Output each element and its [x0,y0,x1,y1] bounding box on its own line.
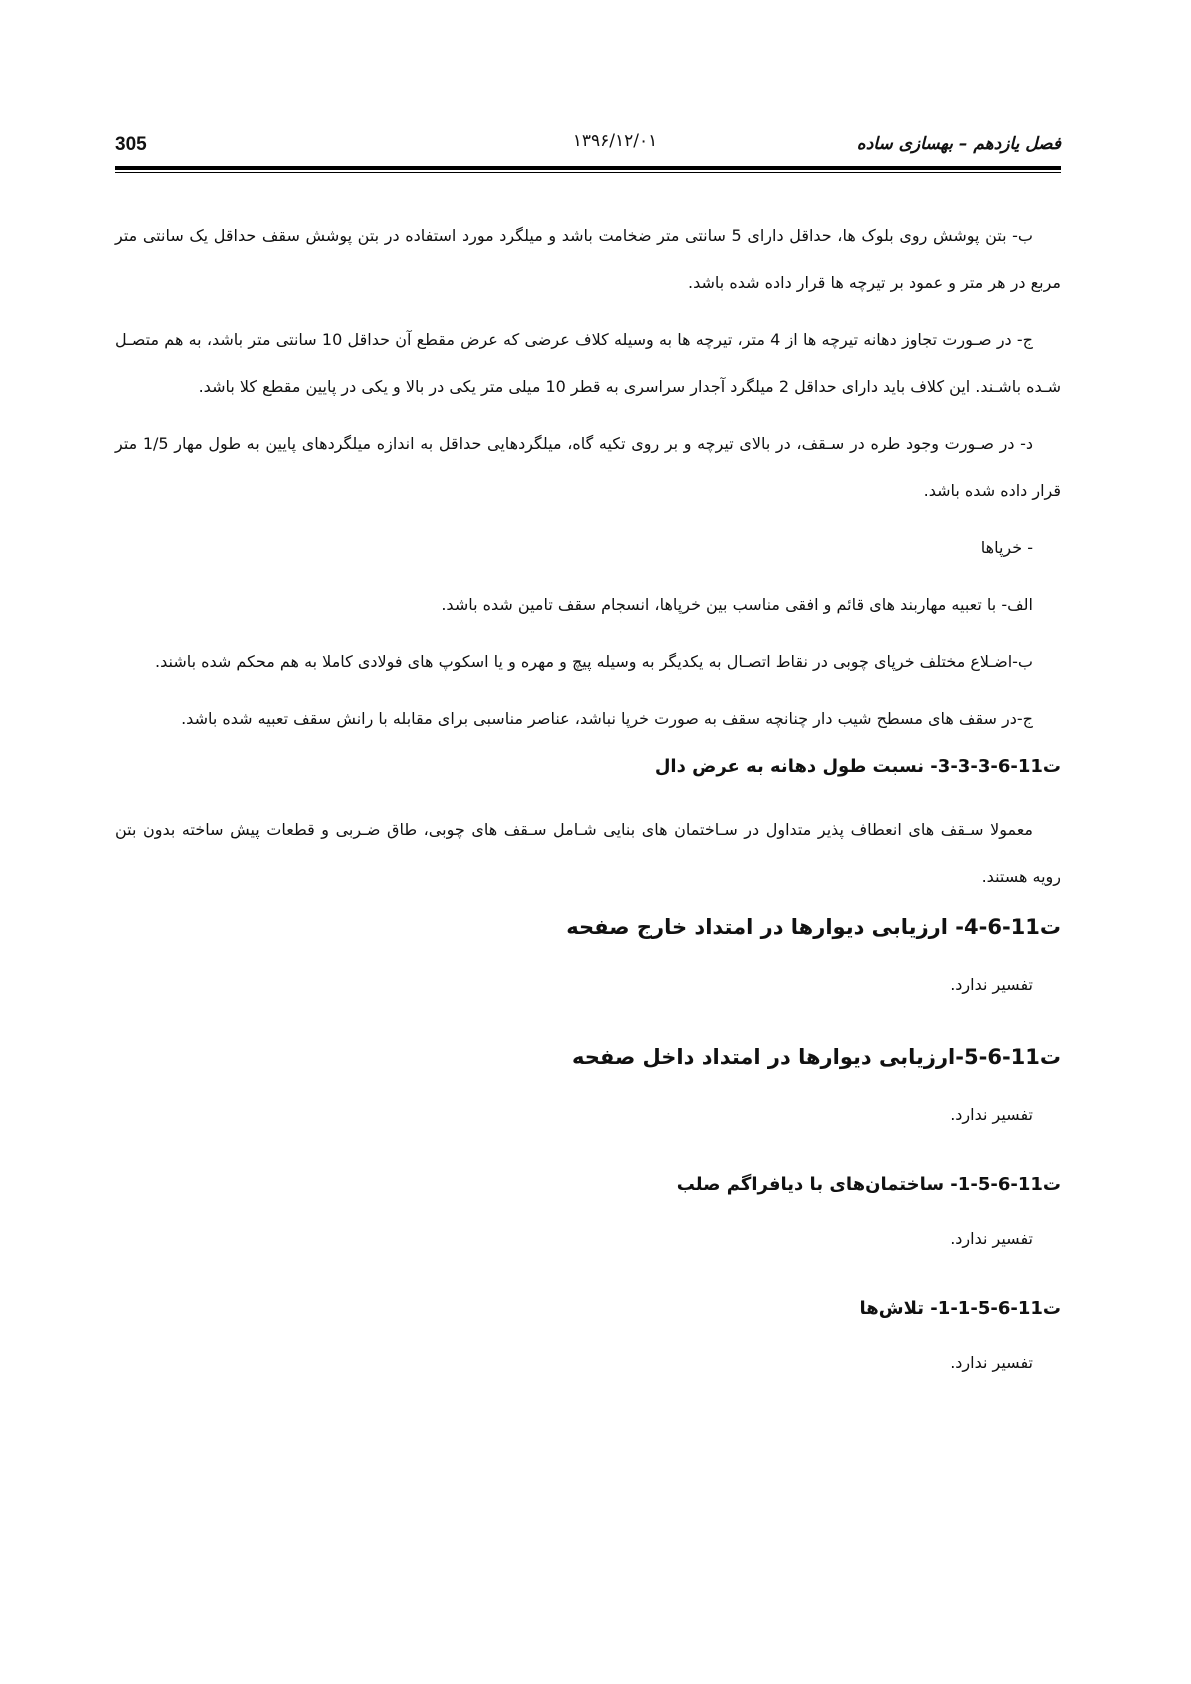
header-date: ۱۳۹۶/۱۲/۰۱ [572,131,658,151]
section-heading-span-ratio: ت11-6-3-3-3- نسبت طول دهانه به عرض دال [654,756,1061,777]
no-commentary-note: تفسیر ندارد. [950,1353,1033,1372]
header-rule-thin [115,172,1061,173]
no-commentary-note: تفسیر ندارد. [950,1229,1033,1248]
section-heading-in-plane: ت11-6-5-ارزیابی دیوارها در امتداد داخل صفحه [571,1045,1061,1069]
paragraph-truss-bracing: الف- با تعبیه مهاربند های قائم و افقی مناسب بین خرپاها، انسجام سقف تامین شده باشد. [441,595,1033,614]
paragraph-joist-span: ج- در صـورت تجاوز دهانه تیرچه ها از 4 متر، تیرچه ها به وسیله کلاف عرضی که عرض مقطع آن حداقل 10 سانتی متر باشد، به هم متصـل شـده باشـند. این کلاف باید دارای حداقل 2 میلگرد آجدار سراسری به قطر 10 میلی متر یکی در بالا و یکی در پایین مقطع کلا باشد. [115,330,1061,396]
page-number: 305 [115,134,147,155]
paragraph-sloped-roof: ج-در سقف های مسطح شیب دار چنانچه سقف به صورت خرپا نباشد، عناصر مناسبی برای مقابله با رانش سقف تعبیه شده باشد. [181,709,1033,728]
section-heading-out-of-plane: ت11-6-4- ارزیابی دیوارها در امتداد خارج صفحه [566,915,1061,939]
page-header [115,128,1061,168]
section-heading-forces: ت11-6-5-1-1- تلاش‌ها [859,1298,1061,1319]
section-heading-rigid-diaphragm: ت11-6-5-1- ساختمان‌های با دیافراگم صلب [676,1174,1061,1195]
no-commentary-note: تفسیر ندارد. [950,1105,1033,1124]
page-body [115,212,1061,1418]
chapter-title: فصل یازدهم – بهسازی ساده [856,134,1061,154]
bullet-trusses: - خرپاها [980,538,1033,557]
paragraph-concrete-cover: ب- بتن پوشش روی بلوک ها، حداقل دارای 5 سانتی متر ضخامت باشد و میلگرد مورد استفاده در بتن پوشش سقف حداقل یک سانتی متر مربع در هر متر و عمود بر تیرچه ها قرار داده شده باشد. [115,226,1061,292]
paragraph-cantilever: د- در صـورت وجود طره در سـقف، در بالای تیرچه و بر روی تکیه گاه، میلگردهایی حداقل به اندازه میلگردهای پایین به طول مهار 1/5 متر قرار داده شده باشد. [115,434,1061,500]
paragraph-truss-connections: ب-اضـلاع مختلف خرپای چوبی در نقاط اتصـال به یکدیگر به وسیله پیچ و مهره و یا اسکوپ های فولادی کاملا به هم محکم شده باشند. [155,652,1033,671]
paragraph-flexible-diaphragms: معمولا سـقف های انعطاف پذیر متداول در سـاختمان های بنایی شـامل سـقف های چوبی، طاق ضـربی و قطعات پیش ساخته بدون بتن رویه هستند. [115,820,1061,886]
header-rule-thick [115,166,1061,170]
no-commentary-note: تفسیر ندارد. [950,975,1033,994]
